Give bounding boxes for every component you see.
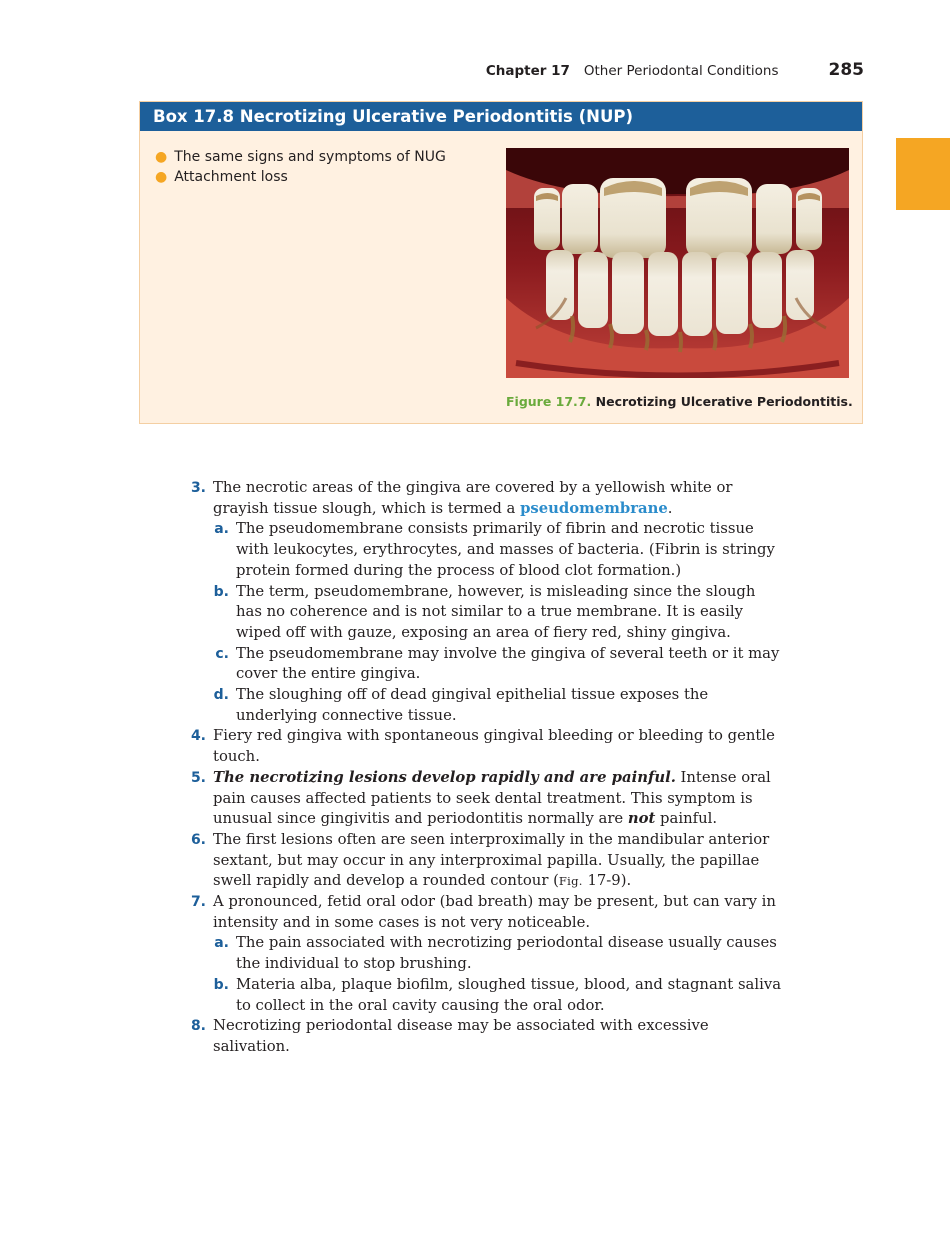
list-item: 6. The first lesions often are seen interproximally in the mandibular anterior sextant, but may occur in any interproximal papilla. Usually, the papillae swell rapidly and develop a rounded contour (Fig. 17-9).: [186, 830, 786, 892]
list-item: ● The same signs and symptoms of NUG: [155, 149, 446, 165]
box-17-8: [139, 101, 863, 424]
item-number: 4.: [190, 728, 206, 745]
item-number: 8.: [190, 1018, 206, 1035]
list-item: 8. Necrotizing periodontal disease may be associated with excessive salivation.: [186, 1016, 786, 1057]
key-term: pseudomembrane: [520, 499, 668, 517]
figure-title: Necrotizing Ulcerative Periodontitis.: [595, 394, 853, 409]
chapter-label: Chapter 17: [485, 63, 570, 79]
figure-label: Figure 17.7.: [506, 394, 592, 409]
item-number: 5.: [190, 769, 206, 786]
list-item: 5. The necrotizing lesions develop rapidly and are painful. Intense oral pain causes affected patients to seek dental treatment. This symptom is unusual since gingivitis and periodontitis normally are not painful.: [186, 768, 786, 830]
item-number: 3.: [190, 480, 206, 496]
figure-caption: [506, 394, 853, 409]
item-letter: d.: [213, 687, 229, 704]
box-title: Box 17.8 Necrotizing Ulcerative Periodontitis (NUP): [140, 102, 862, 131]
item-number: 6.: [190, 831, 206, 848]
item-letter: a.: [214, 935, 229, 952]
chapter-title: Other Periodontal Conditions: [583, 63, 779, 79]
item-letter: a.: [214, 521, 229, 538]
list-item: ● Attachment loss: [155, 169, 288, 185]
figure-photo-teeth: [506, 148, 849, 378]
sub-list-item: d. The sloughing off of dead gingival epithelial tissue exposes the underlying connective tissue.: [186, 685, 786, 726]
list-item: 3. The necrotic areas of the gingiva are covered by a yellowish white or grayish tissue slough, which is termed a pseudomembrane.: [186, 478, 786, 519]
box-bullet-list: [155, 147, 446, 187]
item-letter: c.: [215, 645, 229, 662]
bullet-dot-icon: ●: [155, 169, 168, 185]
sub-list-item: a. The pain associated with necrotizing periodontal disease usually causes the individual to stop brushing.: [186, 933, 786, 974]
sub-list-item: c. The pseudomembrane may involve the gingiva of several teeth or it may cover the entire gingiva.: [186, 644, 786, 685]
item-number: 7.: [190, 894, 206, 911]
chapter-edge-tab: [896, 138, 950, 210]
item-letter: b.: [213, 583, 229, 600]
sub-list-item: a. The pseudomembrane consists primarily of fibrin and necrotic tissue with leukocytes, erythrocytes, and masses of bacteria. (Fibrin is stringy protein formed during the process of blood clot formation.): [186, 519, 786, 581]
list-item: 4. Fiery red gingiva with spontaneous gingival bleeding or bleeding to gentle touch.: [186, 726, 786, 767]
sub-list-item: b. The term, pseudomembrane, however, is misleading since the slough has no coherence and is not similar to a true membrane. It is easily wiped off with gauze, exposing an area of fiery red, shiny gingiva.: [186, 582, 786, 644]
body-list: [186, 478, 786, 1058]
figure-reference: Fig.: [558, 874, 583, 889]
page-number: 285: [828, 60, 864, 80]
list-item: 7. A pronounced, fetid oral odor (bad breath) may be present, but can vary in intensity and in some cases is not very noticeable.: [186, 892, 786, 933]
emphasis-lead: The necrotizing lesions develop rapidly and are painful.: [213, 768, 676, 786]
emphasis-word: not: [627, 810, 656, 828]
bullet-dot-icon: ●: [155, 149, 168, 165]
item-letter: b.: [213, 976, 229, 993]
sub-list-item: b. Materia alba, plaque biofilm, sloughed tissue, blood, and stagnant saliva to collect in the oral cavity causing the oral odor.: [186, 975, 786, 1016]
running-header: [486, 60, 864, 80]
